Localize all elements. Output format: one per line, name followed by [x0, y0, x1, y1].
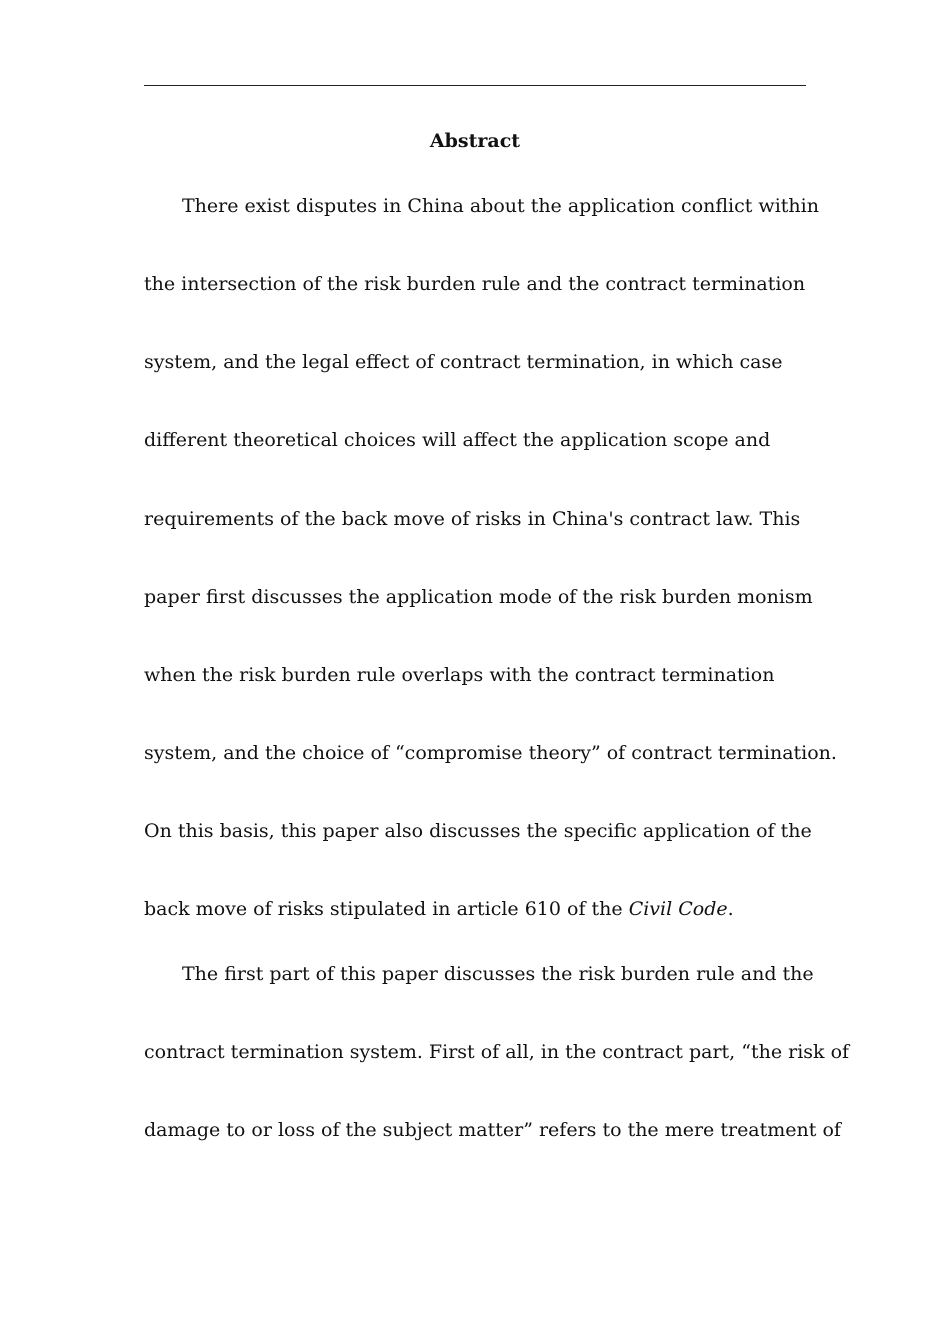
- paragraph-1-line-2: the intersection of the risk burden rule and the contract termination: [144, 273, 806, 295]
- paragraph-1-line-5: requirements of the back move of risks in China's contract law. This: [144, 508, 801, 530]
- paragraph-2-line-3: damage to or loss of the subject matter” refers to the mere treatment of: [144, 1119, 841, 1141]
- abstract-title: Abstract: [429, 130, 521, 152]
- paragraph-1-line-1: There exist disputes in China about the application conflict within: [182, 195, 819, 217]
- civil-code-italic: Civil Code: [628, 898, 728, 920]
- paragraph-2-line-2: contract termination system. First of all, in the contract part, “the risk of: [144, 1041, 850, 1063]
- paragraph-1-line-7: when the risk burden rule overlaps with the contract termination: [144, 664, 775, 686]
- paragraph-1-line-3: system, and the legal effect of contract termination, in which case: [144, 351, 783, 373]
- header-rule: [144, 85, 806, 86]
- paragraph-1-line-6: paper first discusses the application mode of the risk burden monism: [144, 586, 813, 608]
- paragraph-1-line-10: [144, 895, 824, 923]
- paragraph-1-line-4: different theoretical choices will affect the application scope and: [144, 429, 771, 451]
- paragraph-1-line-9: On this basis, this paper also discusses the specific application of the: [144, 820, 812, 842]
- paragraph-1-last-line-suffix: .: [727, 898, 734, 920]
- paragraph-1-last-line-prefix: back move of risks stipulated in article 610 of the: [144, 898, 629, 920]
- paragraph-2-line-1: The first part of this paper discusses the risk burden rule and the: [182, 963, 814, 985]
- paragraph-1-line-8: system, and the choice of “compromise theory” of contract termination.: [144, 742, 837, 764]
